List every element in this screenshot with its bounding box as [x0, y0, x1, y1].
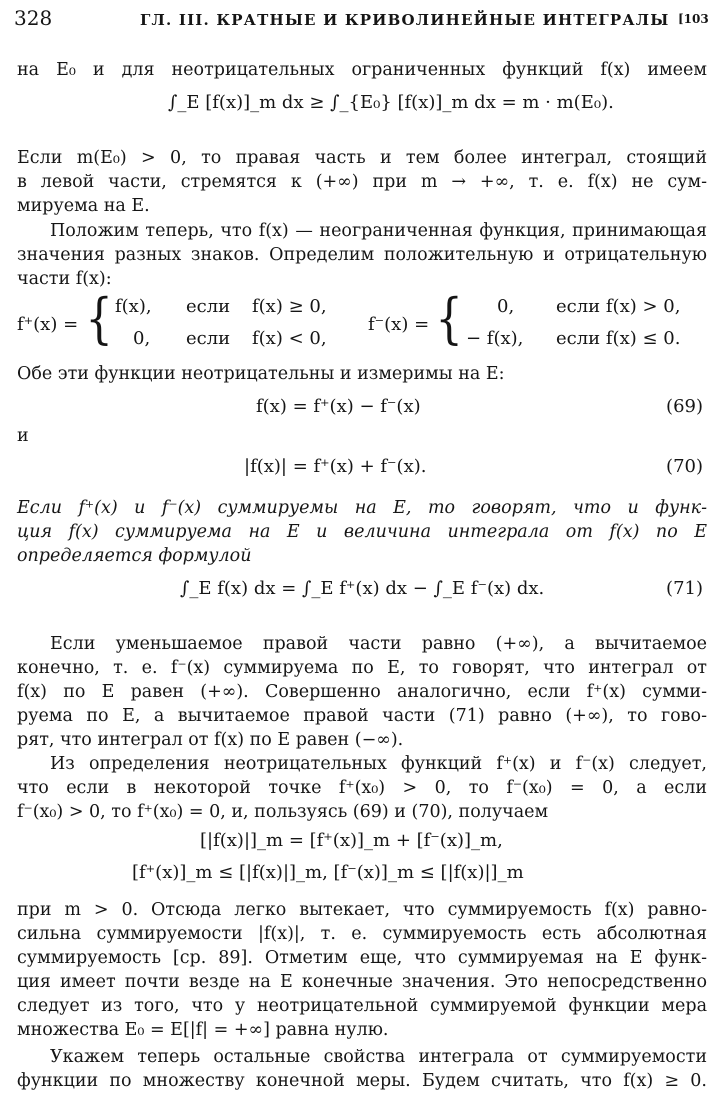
left-brace: {	[85, 287, 113, 350]
formula-truncations: [|f(x)|]_m = [f⁺(x)]_m + [f⁻(x)]_m,	[200, 830, 503, 851]
running-title: ГЛ. III. КРАТНЫЕ И КРИВОЛИНЕЙНЫЕ ИНТЕГРАЛЫ	[140, 11, 670, 29]
text-line: значения разных знаков. Определим положительную и отрицательную	[17, 245, 707, 265]
text-line: ция имеет почти везде на E конечные значения. Это непосредственно	[17, 972, 707, 992]
text-line: Укажем теперь остальные свойства интеграла от суммируемости	[50, 1047, 707, 1067]
def-cell: если f(x) > 0,	[556, 296, 681, 317]
page-number: 328	[14, 6, 53, 30]
def-cell: − f(x),	[466, 328, 524, 349]
def-lhs: f⁻(x) =	[368, 314, 430, 335]
text-line: ция f(x) суммируема на E и величина интеграла от f(x) по E	[17, 522, 707, 542]
text-line: определяется формулой	[17, 546, 252, 566]
formula-truncation-bounds: [f⁺(x)]_m ≤ [|f(x)|]_m, [f⁻(x)]_m ≤ [|f(x)|]_m	[132, 862, 524, 883]
def-cell: f(x) < 0,	[252, 328, 327, 349]
text-line: на E₀ и для неотрицательных ограниченных функций f(x) имеем	[17, 60, 707, 80]
equation-number: (71)	[666, 578, 703, 599]
def-cell: если	[186, 296, 231, 317]
def-cell: 0,	[133, 328, 151, 349]
text-line: Положим теперь, что f(x) — неограниченная функция, принимающая	[50, 221, 707, 241]
formula-70: |f(x)| = f⁺(x) + f⁻(x).	[244, 456, 427, 477]
text-line: функции по множеству конечной меры. Будем считать, что f(x) ≥ 0.	[17, 1071, 707, 1091]
text-line: следует из того, что у неотрицательной суммируемой функции мера	[17, 996, 707, 1016]
def-lhs: f⁺(x) =	[17, 314, 79, 335]
text-line: и	[17, 426, 29, 446]
formula-71: ∫_E f(x) dx = ∫_E f⁺(x) dx − ∫_E f⁻(x) dx.	[180, 578, 545, 599]
text-line: суммируемость [ср. 89]. Отметим еще, что суммируемая на E функ-	[17, 948, 707, 968]
equation-number: (69)	[666, 396, 703, 417]
section-number: [103	[678, 12, 709, 26]
text-line: сильна суммируемости |f(x)|, т. е. суммируемость есть абсолютная	[17, 924, 707, 944]
text-line: f⁻(x₀) > 0, то f⁺(x₀) = 0, и, пользуясь (69) и (70), получаем	[17, 802, 549, 822]
text-line: Из определения неотрицательных функций f⁺(x) и f⁻(x) следует,	[50, 754, 707, 774]
text-line: Обе эти функции неотрицательны и измеримы на E:	[17, 364, 505, 384]
text-line: f(x) по E равен (+∞). Совершенно аналогично, если f⁺(x) сумми-	[17, 682, 707, 702]
left-brace: {	[435, 287, 463, 350]
text-line: множества E₀ = E[|f| = +∞] равна нулю.	[17, 1020, 389, 1040]
text-line: мируема на E.	[17, 196, 150, 216]
text-line: части f(x):	[17, 269, 112, 289]
text-line: руема по E, а вычитаемое правой части (71) равно (+∞), то гово-	[17, 706, 707, 726]
text-line: Если уменьшаемое правой части равно (+∞), а вычитаемое	[50, 634, 707, 654]
text-line: Если m(E₀) > 0, то правая часть и тем более интеграл, стоящий	[17, 148, 707, 168]
def-cell: f(x),	[115, 296, 152, 317]
formula-inequality: ∫_E [f(x)]_m dx ≥ ∫_{E₀} [f(x)]_m dx = m · m(E₀).	[168, 92, 614, 113]
def-cell: если f(x) ≤ 0.	[556, 328, 681, 349]
text-line: Если f⁺(x) и f⁻(x) суммируемы на E, то говорят, что и функ-	[17, 498, 707, 518]
formula-69: f(x) = f⁺(x) − f⁻(x)	[256, 396, 421, 417]
def-cell: если	[186, 328, 231, 349]
text-line: рят, что интеграл от f(x) по E равен (−∞).	[17, 730, 404, 750]
text-line: в левой части, стремятся к (+∞) при m → +∞, т. е. f(x) не сум-	[17, 172, 707, 192]
text-line: при m > 0. Отсюда легко вытекает, что суммируемость f(x) равно-	[17, 900, 707, 920]
def-cell: 0,	[497, 296, 515, 317]
def-cell: f(x) ≥ 0,	[252, 296, 327, 317]
equation-number: (70)	[666, 456, 703, 477]
text-line: конечно, т. е. f⁻(x) суммируема по E, то говорят, что интеграл от	[17, 658, 707, 678]
text-line: что если в некоторой точке f⁺(x₀) > 0, то f⁻(x₀) = 0, а если	[17, 778, 707, 798]
